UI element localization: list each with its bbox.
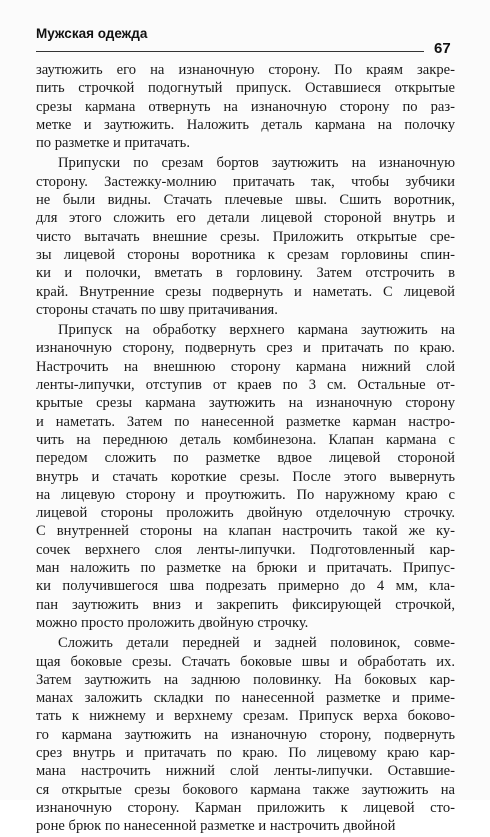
- text-line: заутюжить его на изнаночную сторону. По краям закре-: [36, 62, 455, 78]
- text-line: ман наложить по разметке на брюки и притачать. Припус-: [36, 560, 455, 577]
- text-line: срезы кармана отвернуть на изнаночную сторону по раз-: [36, 98, 455, 115]
- text-line: чить на переднюю деталь комбинезона. Клапан кармана с: [36, 431, 455, 448]
- text-line: и наметать. Затем по нанесенной разметке карман настро-: [36, 413, 455, 430]
- paragraph: [36, 61, 455, 152]
- text-line: край. Внутренние срезы подвернуть и наметать. С лицевой: [36, 283, 455, 300]
- text-line: можно просто проложить двойную строчку.: [36, 614, 309, 631]
- page-number: 67: [434, 40, 451, 57]
- paragraph: [36, 634, 455, 835]
- text-line: крытые срезы кармана заутюжить на изнаночную сторону: [36, 395, 455, 412]
- text-line: изнаночную сторону. Карман приложить к лицевой сто-: [36, 799, 455, 816]
- text-line: ки и полочки, вметать в горловину. Затем отстрочить в: [36, 265, 455, 282]
- body-text: [36, 61, 455, 837]
- text-line: манах заложить складки по нанесенной разметке и приме-: [36, 690, 455, 707]
- text-line: по разметке и притачать.: [36, 135, 190, 152]
- text-line: Припуски по срезам бортов заутюжить на изнаночную: [58, 155, 455, 172]
- text-line: Настрочить на внешнюю сторону кармана нижний слой: [36, 358, 455, 375]
- text-line: сторону. Застежку-молнию притачать так, чтобы зубчики: [36, 173, 455, 190]
- text-line: стороны стачать по шву притачивания.: [36, 301, 278, 318]
- text-line: сочек верхнего слоя ленты-липучки. Подготовленный кар-: [36, 541, 455, 558]
- text-line: лицевой стороны проложить двойную отделочную строчку.: [36, 505, 455, 522]
- paragraph: [36, 154, 455, 319]
- text-line: мана настрочить нижний слой ленты-липучки. Оставшие-: [36, 763, 455, 780]
- text-line: пан заутюжить вниз и закрепить фиксирующей строчкой,: [36, 596, 455, 613]
- text-line: не были видны. Стачать плечевые швы. Сшить воротник,: [36, 192, 455, 209]
- text-line: Припуск на обработку верхнего кармана заутюжить на: [58, 322, 455, 339]
- text-line: метке и заутюжить. Наложить деталь кармана на полочку: [36, 116, 455, 133]
- text-line: ленты-липучки, отступив от краев по 3 см. Остальные от-: [36, 377, 455, 394]
- text-line: на лицевую сторону и проутюжить. По наружному краю с: [36, 486, 455, 503]
- text-line: чисто вытачать внешние срезы. Приложить открытые сре-: [36, 228, 455, 245]
- text-line: передом сложить по разметке вдвое лицевой стороной: [36, 450, 455, 467]
- text-line: Затем заутюжить на заднюю половинку. На боковых кар-: [36, 671, 455, 688]
- text-line: внутрь и стачать короткие срезы. После этого вывернуть: [36, 468, 455, 485]
- text-line: ся открытые срезы бокового кармана также заутюжить на: [36, 781, 455, 798]
- paragraph: [36, 321, 455, 632]
- text-line: роне брюк по нанесенной разметке и настрочить двойной: [36, 818, 396, 835]
- running-head-title: Мужская одежда: [36, 26, 148, 41]
- text-line: для этого сложить его детали лицевой стороной внутрь и: [36, 210, 455, 227]
- text-line: щая боковые срезы. Стачать боковые швы и обработать их.: [36, 653, 455, 670]
- text-line: С внутренней стороны на клапан настрочить такой же ку-: [36, 523, 455, 540]
- text-line: ки получившегося шва подрезать примерно до 4 мм, кла-: [36, 578, 455, 595]
- text-line: го кармана заутюжить на изнаночную сторону, подвернуть: [36, 726, 455, 743]
- text-line: Сложить детали передней и задней половинок, совме-: [58, 635, 455, 652]
- text-line: пить строчкой подогнутый припуск. Оставшиеся открытые: [36, 80, 455, 97]
- header-rule: [36, 51, 424, 52]
- text-line: изнаночную сторону, подвернуть срез и притачать по краю.: [36, 340, 455, 357]
- text-line: тать к нижнему и верхнему срезам. Припуск верха боково-: [36, 708, 455, 725]
- text-line: зы лицевой стороны воротника к срезам горловины спин-: [36, 246, 455, 263]
- text-line: срез внутрь и притачать по краю. По лицевому краю кар-: [36, 744, 455, 761]
